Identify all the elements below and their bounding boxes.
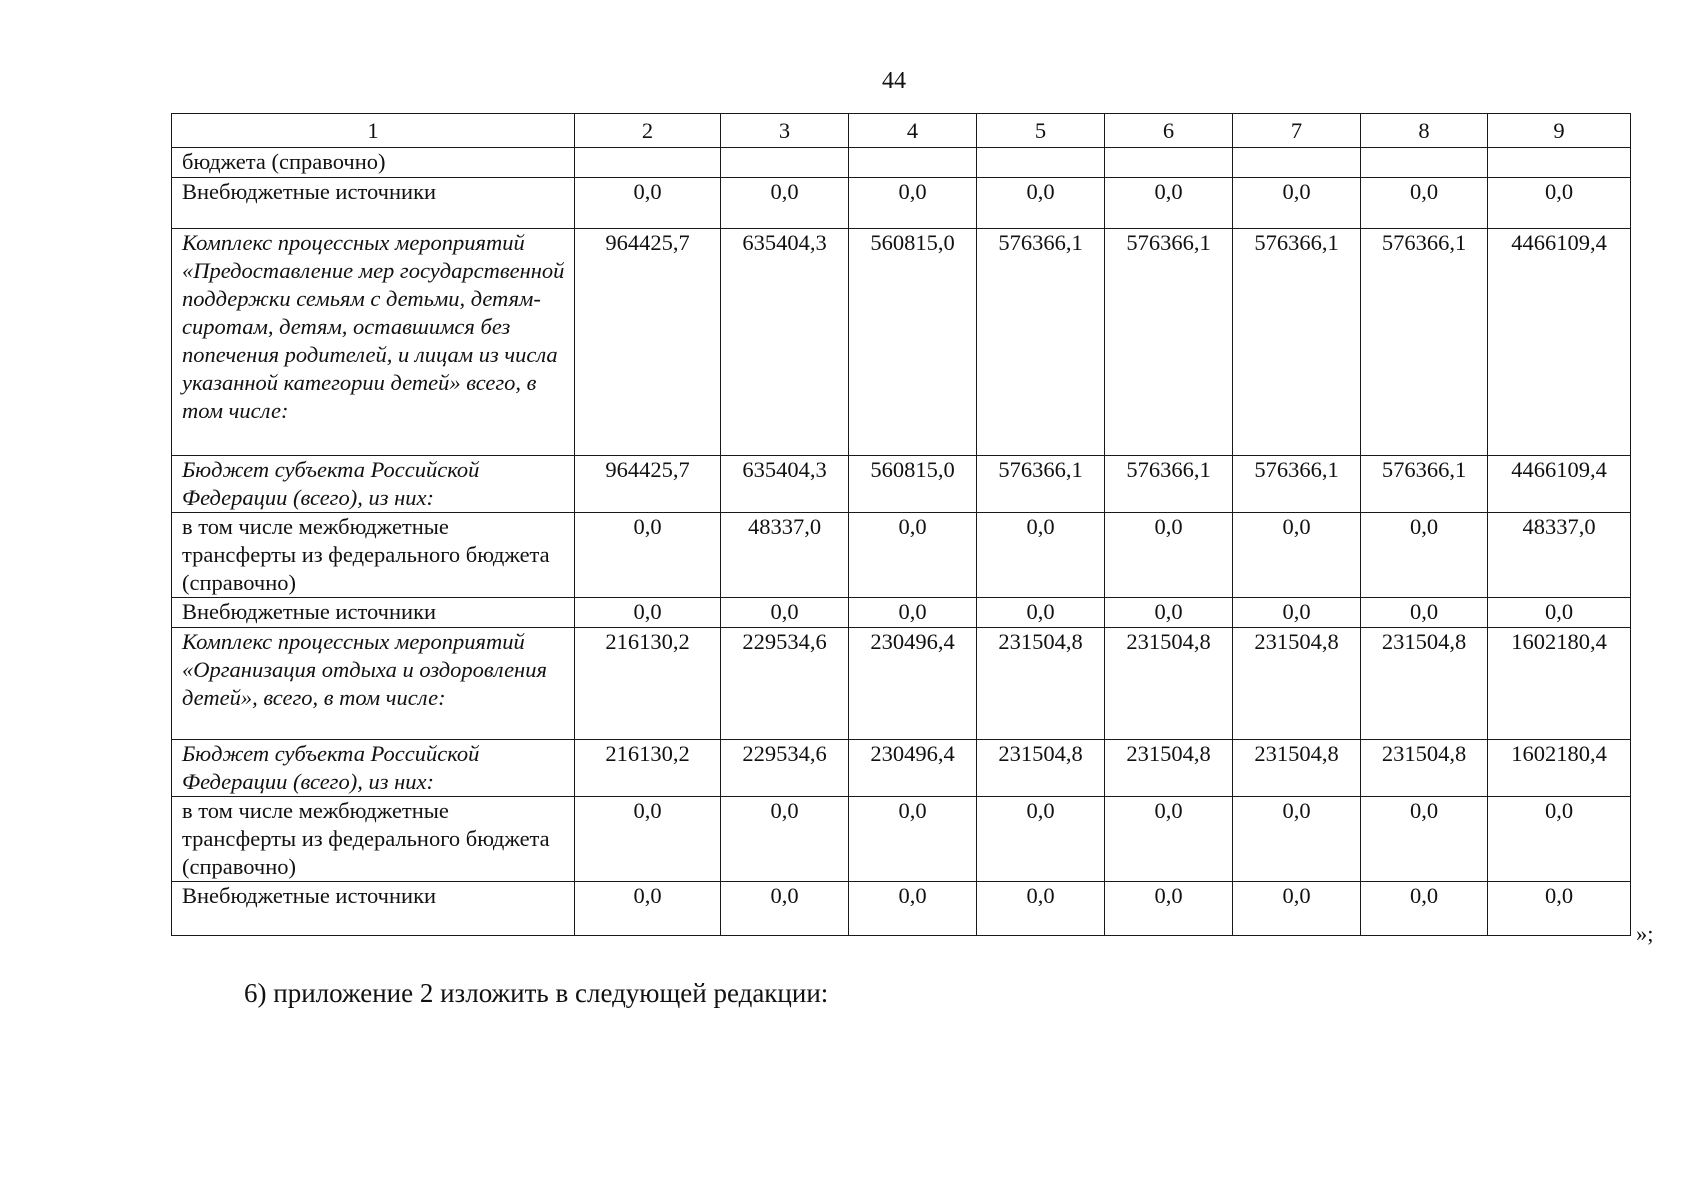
value-cell: 0,0	[721, 882, 849, 936]
instruction-text: 6) приложение 2 изложить в следующей редакции:	[244, 978, 829, 1008]
value-cell: 964425,7	[575, 456, 721, 513]
value-cell: 0,0	[1105, 513, 1233, 598]
value-cell: 0,0	[721, 598, 849, 628]
value-cell: 0,0	[849, 882, 977, 936]
budget-table	[171, 113, 1631, 936]
table-row	[172, 797, 1631, 882]
value-cell: 576366,1	[1233, 456, 1361, 513]
row-label: Внебюджетные источники	[172, 178, 575, 229]
value-cell: 635404,3	[721, 229, 849, 456]
column-header: 7	[1233, 114, 1361, 148]
value-cell	[1488, 148, 1631, 178]
value-cell: 0,0	[1105, 797, 1233, 882]
value-cell: 4466109,4	[1488, 456, 1631, 513]
value-cell: 0,0	[1233, 178, 1361, 229]
value-cell: 1602180,4	[1488, 740, 1631, 797]
column-header: 1	[172, 114, 575, 148]
page-number: 44	[882, 68, 906, 94]
value-cell: 0,0	[575, 513, 721, 598]
table-row	[172, 628, 1631, 740]
value-cell: 0,0	[721, 797, 849, 882]
value-cell: 230496,4	[849, 740, 977, 797]
value-cell: 231504,8	[1105, 740, 1233, 797]
value-cell: 560815,0	[849, 456, 977, 513]
value-cell: 0,0	[1488, 882, 1631, 936]
value-cell: 0,0	[1361, 513, 1488, 598]
table-header-row	[172, 114, 1631, 148]
value-cell: 0,0	[1361, 178, 1488, 229]
value-cell: 48337,0	[1488, 513, 1631, 598]
row-label: бюджета (справочно)	[172, 148, 575, 178]
value-cell: 0,0	[721, 178, 849, 229]
value-cell	[849, 148, 977, 178]
value-cell: 216130,2	[575, 740, 721, 797]
value-cell: 0,0	[1488, 797, 1631, 882]
value-cell: 0,0	[1233, 882, 1361, 936]
value-cell: 0,0	[977, 598, 1105, 628]
value-cell	[1233, 148, 1361, 178]
closing-quote: »;	[1636, 921, 1654, 946]
value-cell: 0,0	[1361, 598, 1488, 628]
value-cell: 0,0	[977, 882, 1105, 936]
row-label: Бюджет субъекта Российской Федерации (всего), из них:	[172, 456, 575, 513]
value-cell	[575, 148, 721, 178]
value-cell: 0,0	[849, 513, 977, 598]
table-body	[172, 114, 1631, 936]
table-row	[172, 229, 1631, 456]
column-header: 6	[1105, 114, 1233, 148]
value-cell: 0,0	[1233, 513, 1361, 598]
value-cell: 231504,8	[1233, 628, 1361, 740]
value-cell: 0,0	[1488, 178, 1631, 229]
value-cell: 231504,8	[1361, 740, 1488, 797]
value-cell: 231504,8	[1361, 628, 1488, 740]
value-cell: 231504,8	[1233, 740, 1361, 797]
value-cell: 0,0	[849, 178, 977, 229]
value-cell: 0,0	[1105, 882, 1233, 936]
value-cell: 576366,1	[1105, 456, 1233, 513]
value-cell: 0,0	[1233, 797, 1361, 882]
column-header: 5	[977, 114, 1105, 148]
value-cell: 229534,6	[721, 628, 849, 740]
value-cell	[721, 148, 849, 178]
value-cell: 0,0	[977, 513, 1105, 598]
table-row	[172, 882, 1631, 936]
column-header: 2	[575, 114, 721, 148]
value-cell: 576366,1	[1361, 229, 1488, 456]
value-cell: 0,0	[977, 178, 1105, 229]
value-cell: 576366,1	[1233, 229, 1361, 456]
row-label: Внебюджетные источники	[172, 882, 575, 936]
value-cell: 0,0	[1233, 598, 1361, 628]
column-header: 8	[1361, 114, 1488, 148]
value-cell: 964425,7	[575, 229, 721, 456]
table-row	[172, 513, 1631, 598]
value-cell	[977, 148, 1105, 178]
value-cell: 230496,4	[849, 628, 977, 740]
value-cell: 576366,1	[977, 229, 1105, 456]
value-cell: 560815,0	[849, 229, 977, 456]
row-label: в том числе межбюджетные трансферты из федерального бюджета (справочно)	[172, 797, 575, 882]
column-header: 9	[1488, 114, 1631, 148]
value-cell: 0,0	[977, 797, 1105, 882]
value-cell: 0,0	[575, 882, 721, 936]
value-cell: 216130,2	[575, 628, 721, 740]
table-row	[172, 456, 1631, 513]
value-cell: 48337,0	[721, 513, 849, 598]
value-cell: 635404,3	[721, 456, 849, 513]
value-cell: 576366,1	[1105, 229, 1233, 456]
value-cell: 0,0	[575, 797, 721, 882]
table-row	[172, 598, 1631, 628]
value-cell: 0,0	[575, 598, 721, 628]
value-cell: 0,0	[1105, 178, 1233, 229]
value-cell: 1602180,4	[1488, 628, 1631, 740]
value-cell: 576366,1	[977, 456, 1105, 513]
row-label: Внебюджетные источники	[172, 598, 575, 628]
value-cell	[1361, 148, 1488, 178]
value-cell: 0,0	[1488, 598, 1631, 628]
row-label: в том числе межбюджетные трансферты из федерального бюджета (справочно)	[172, 513, 575, 598]
value-cell: 4466109,4	[1488, 229, 1631, 456]
table-row	[172, 178, 1631, 229]
value-cell: 0,0	[575, 178, 721, 229]
row-label: Комплекс процессных мероприятий «Предоставление мер государственной поддержки семьям с детьми, детям-сиротам, детям, оставшимся без попечения родителей, и лицам из числа указанной категории детей» всего, в том числе:	[172, 229, 575, 456]
column-header: 4	[849, 114, 977, 148]
column-header: 3	[721, 114, 849, 148]
value-cell: 0,0	[1361, 882, 1488, 936]
value-cell: 231504,8	[977, 740, 1105, 797]
value-cell	[1105, 148, 1233, 178]
value-cell: 0,0	[1105, 598, 1233, 628]
value-cell: 231504,8	[977, 628, 1105, 740]
table-row	[172, 740, 1631, 797]
value-cell: 229534,6	[721, 740, 849, 797]
row-label: Комплекс процессных мероприятий «Организация отдыха и оздоровления детей», всего, в том числе:	[172, 628, 575, 740]
value-cell: 0,0	[849, 797, 977, 882]
table-row	[172, 148, 1631, 178]
value-cell: 576366,1	[1361, 456, 1488, 513]
value-cell: 0,0	[849, 598, 977, 628]
value-cell: 231504,8	[1105, 628, 1233, 740]
value-cell: 0,0	[1361, 797, 1488, 882]
row-label: Бюджет субъекта Российской Федерации (всего), из них:	[172, 740, 575, 797]
